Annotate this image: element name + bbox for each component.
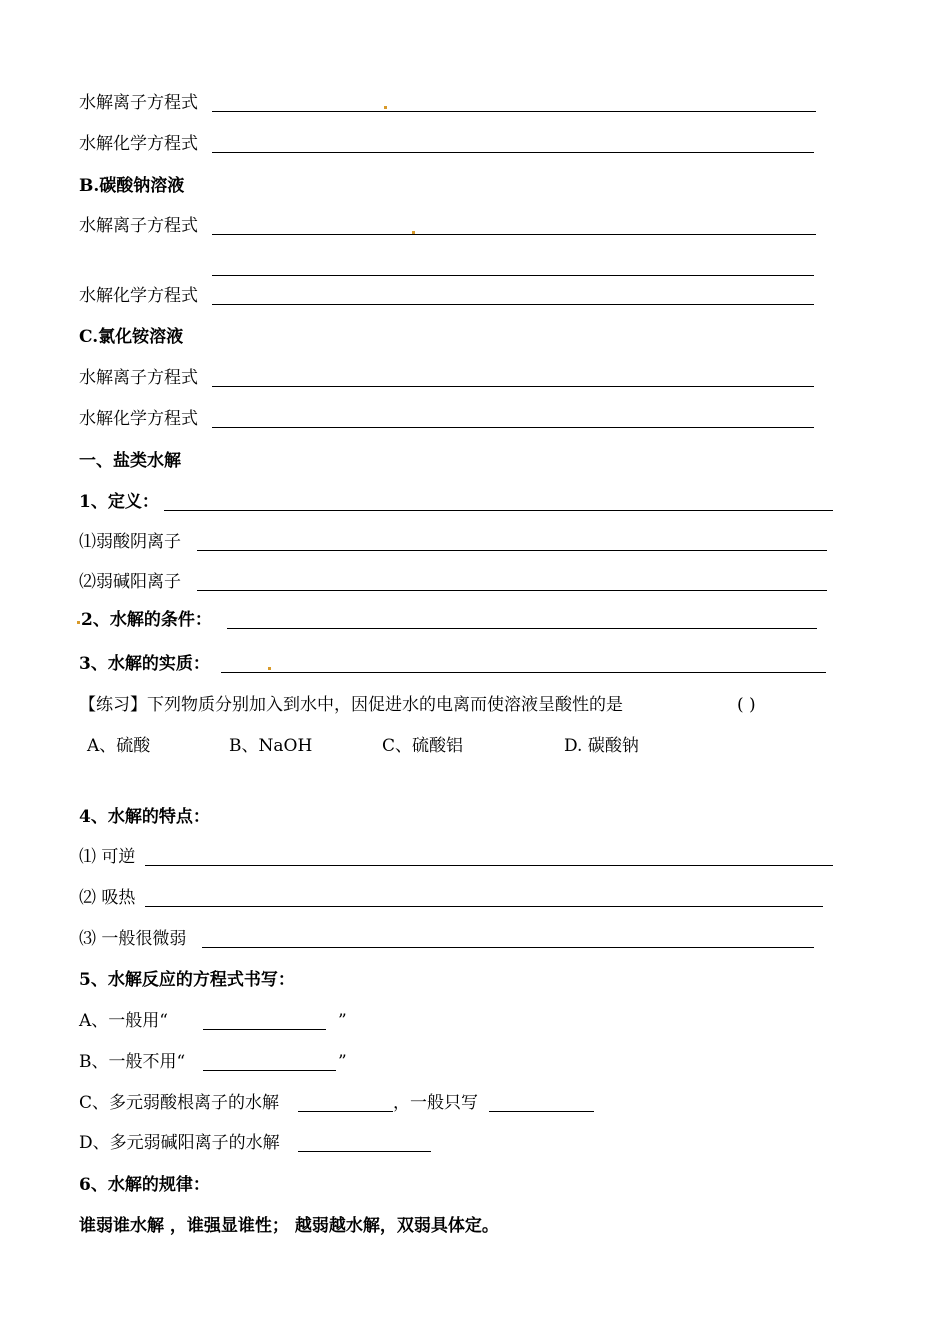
question-text: 【练习】下列物质分别加入到水中，因促进水的电离而使溶液呈酸性的是 [79,695,623,715]
heading-text: 一、盐类水解 [79,451,181,471]
answer-blank[interactable] [212,275,814,276]
row-label: 水解离子方程式 [79,93,198,113]
answer-blank[interactable] [203,1029,326,1030]
mark-dot [77,621,80,624]
answer-blank[interactable] [202,947,814,948]
row-label: 水解离子方程式 [79,216,198,236]
mark-dot [412,231,415,234]
option-b[interactable]: B、NaOH [229,736,313,756]
option-d[interactable]: D. 碳酸钠 [564,736,639,756]
row-label: 水解化学方程式 [79,286,198,306]
answer-blank[interactable] [164,510,833,511]
answer-blank[interactable] [145,865,833,866]
row-label: 1、定义： [79,492,159,512]
row-label: 3、水解的实质： [79,654,210,674]
row-label: ⑵ 吸热 [79,888,136,908]
closing-quote: ” [338,1011,347,1031]
heading-text: B.碳酸钠溶液 [79,176,185,196]
answer-blank[interactable] [212,111,816,112]
answer-blank[interactable] [212,304,814,305]
row-label: 水解离子方程式 [79,368,198,388]
answer-blank[interactable] [221,672,826,673]
rule-text: 谁弱谁水解 ，谁强显谁性； 越弱越水解，双弱具体定。 [79,1216,499,1236]
heading-text: C.氯化铵溶液 [79,327,184,347]
row-label: C、多元弱酸根离子的水解 [79,1093,280,1113]
heading-text: 4、水解的特点： [79,807,210,827]
row-label: 2、水解的条件： [81,610,212,630]
option-a[interactable]: A、硫酸 [87,736,151,756]
row-label: ⑶ 一般很微弱 [79,929,187,949]
row-label: D、多元弱碱阳离子的水解 [79,1133,280,1153]
row-label: 水解化学方程式 [79,134,198,154]
answer-blank[interactable] [197,550,827,551]
row-label: B、一般不用“ [79,1052,186,1072]
row-label: ⑴弱酸阴离子 [79,532,181,552]
row-label: ⑴ 可逆 [79,847,136,867]
closing-quote: ” [338,1052,347,1072]
heading-text: 5、水解反应的方程式书写： [79,970,295,990]
answer-parentheses[interactable]: ( ) [737,695,756,715]
answer-blank[interactable] [212,386,814,387]
answer-blank[interactable] [227,628,817,629]
answer-blank[interactable] [489,1111,594,1112]
answer-blank[interactable] [145,906,823,907]
row-mid-label: ，一般只写 [393,1093,478,1113]
answer-blank[interactable] [298,1111,393,1112]
answer-blank[interactable] [197,590,827,591]
row-label: ⑵弱碱阳离子 [79,572,181,592]
mark-dot [268,667,271,670]
answer-blank[interactable] [203,1070,336,1071]
row-label: 水解化学方程式 [79,409,198,429]
heading-text: 6、水解的规律： [79,1175,210,1195]
mark-dot [384,106,387,109]
answer-blank[interactable] [212,427,814,428]
row-label: A、一般用“ [79,1011,168,1031]
answer-blank[interactable] [212,152,814,153]
answer-blank[interactable] [212,234,816,235]
answer-blank[interactable] [298,1151,431,1152]
option-c[interactable]: C、硫酸铝 [382,736,464,756]
